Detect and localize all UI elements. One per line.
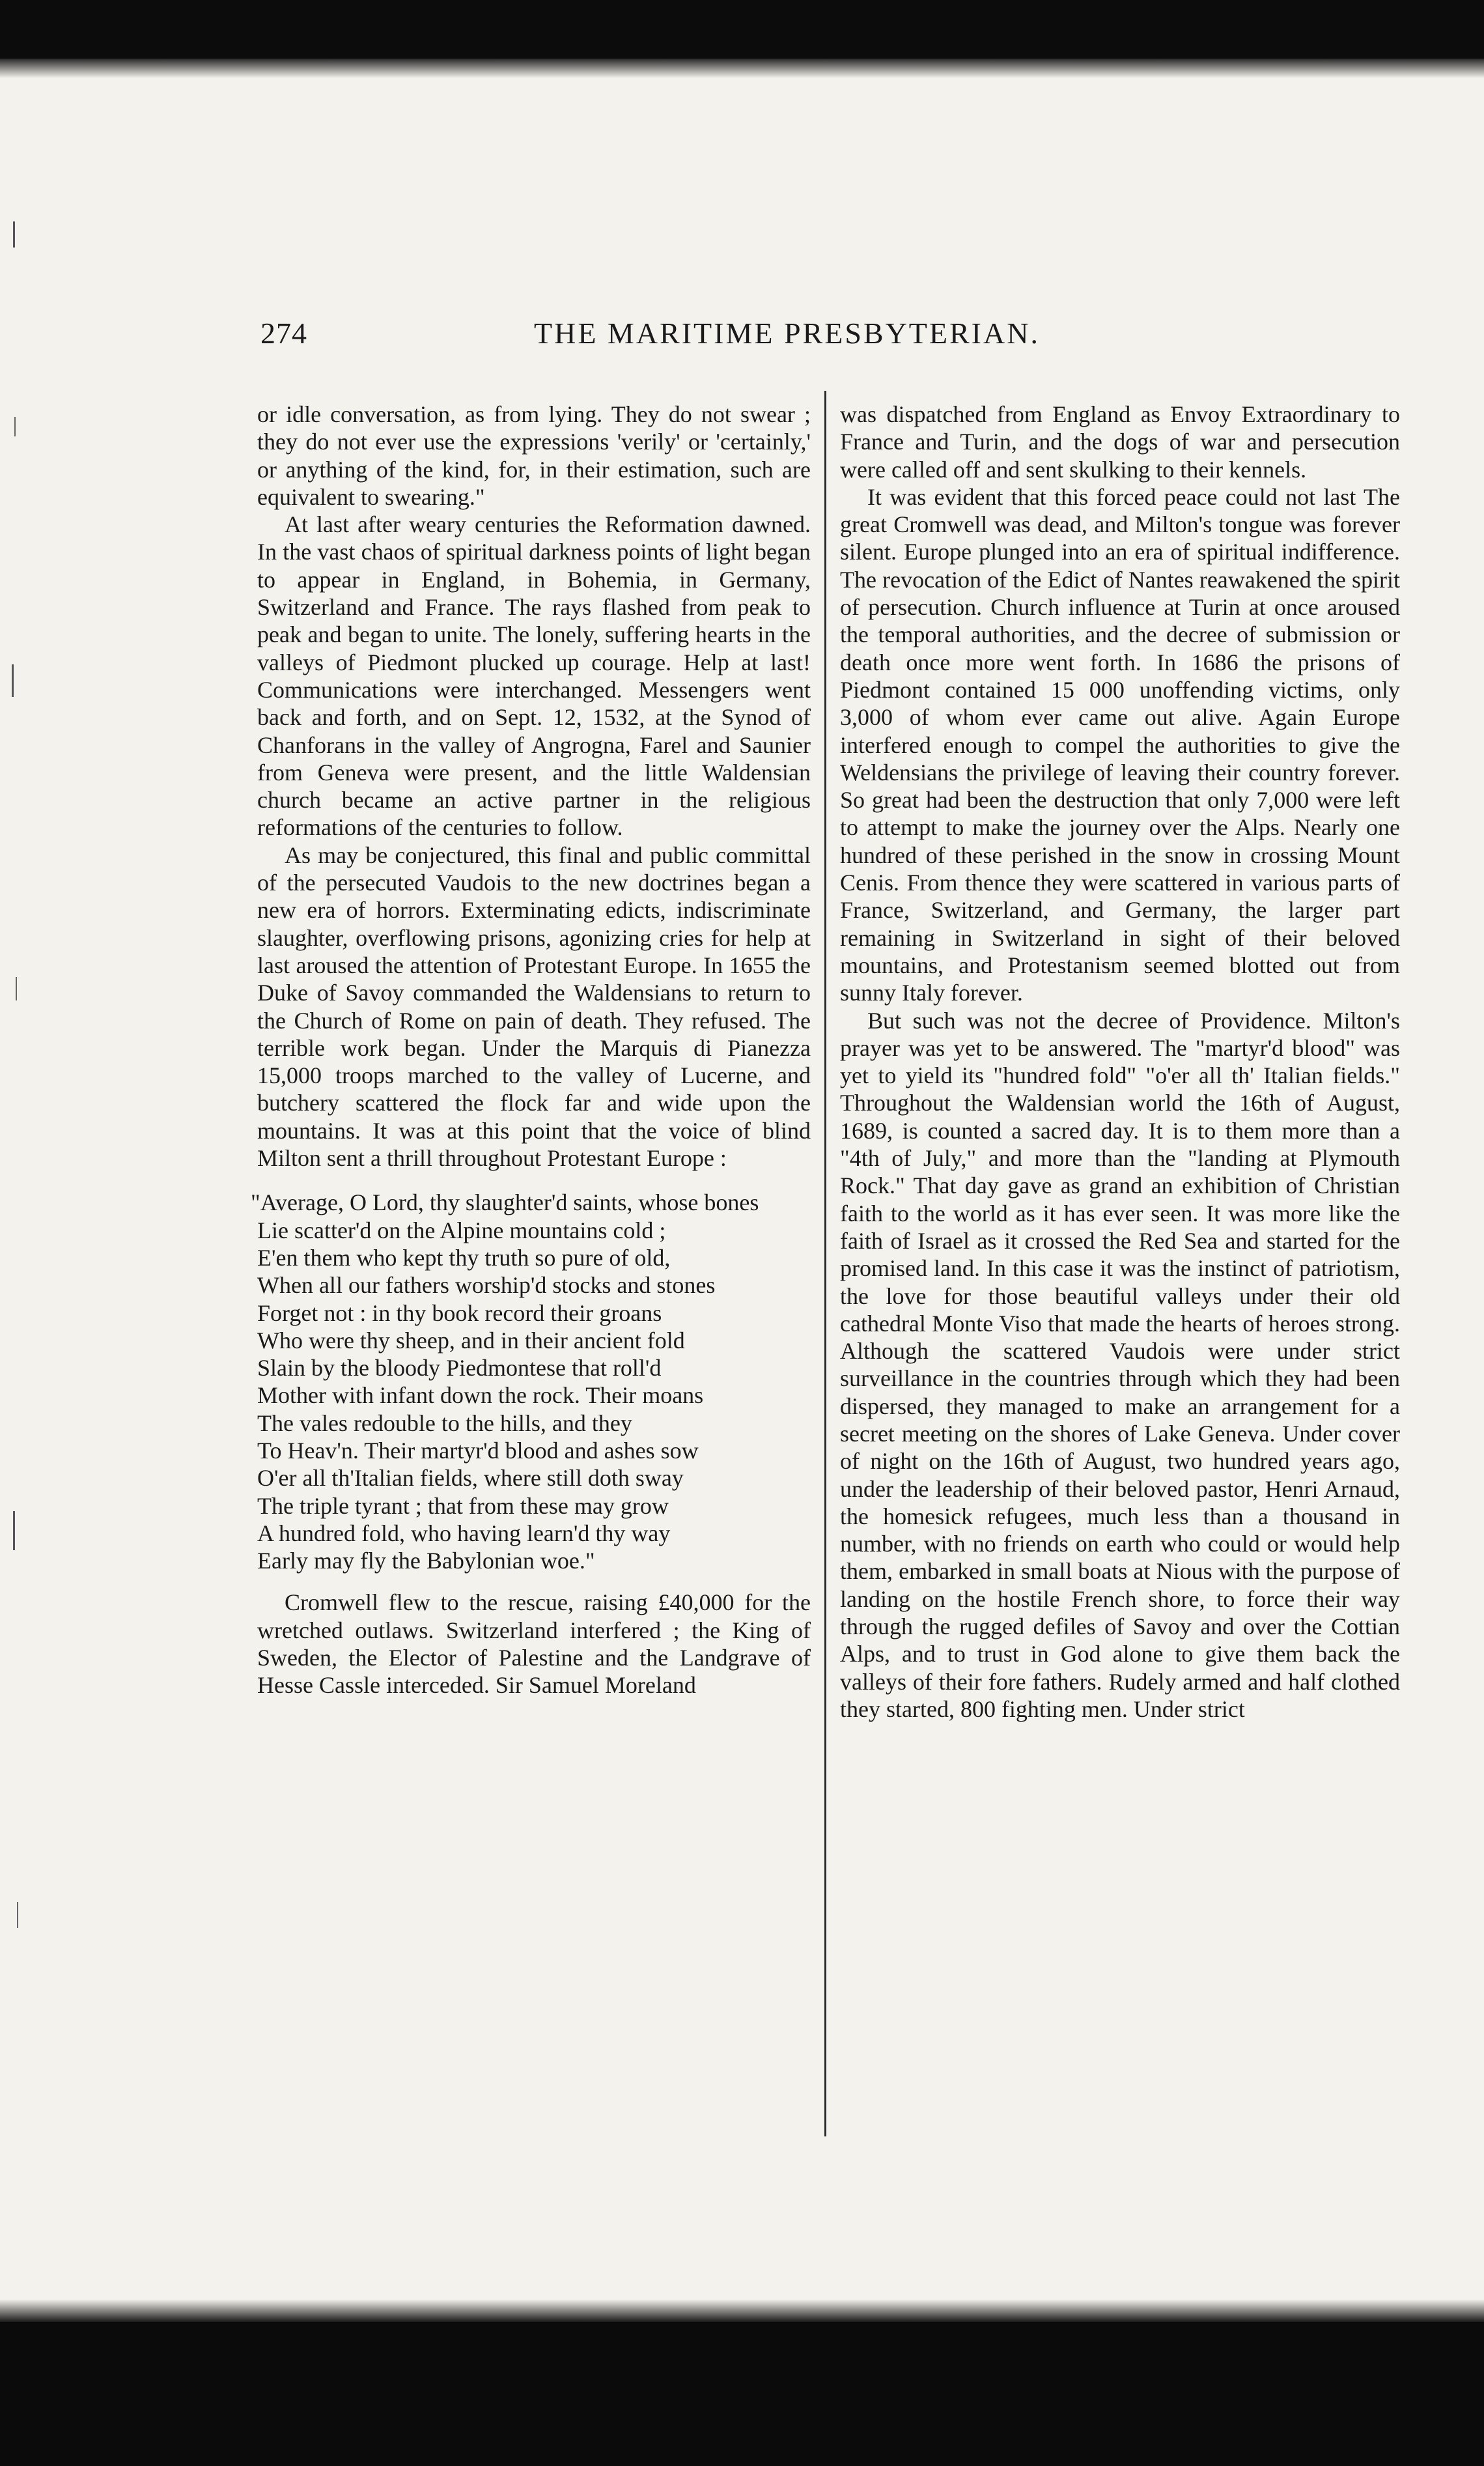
poem-line: Slain by the bloody Piedmontese that roll'd (257, 1355, 662, 1382)
scan-top-border (0, 0, 1484, 59)
page-number: 274 (260, 317, 307, 350)
scan-top-shadow (0, 59, 1484, 78)
running-title: THE MARITIME PRESBYTERIAN. (534, 317, 1040, 350)
paragraph: At last after weary centuries the Reformation dawned. In the vast chaos of spiritual darkness points of light began to appear in England, in Bohemia, in Germany, Switzerland and France. The rays flashed from peak to peak and began to unite. The lonely, suffering hearts in the valleys of Piedmont plucked up courage. Help at last! Communications were interchanged. Messengers went back and forth, and on Sept. 12, 1532, at the Synod of Chanforans in the valley of Angrogna, Farel and Saunier from Geneva were present, and the little Waldensian church became an active partner in the religious reformations of the centuries to follow. (257, 511, 811, 841)
milton-sonnet (251, 1189, 811, 1574)
paragraph: But such was not the decree of Providence. Milton's prayer was yet to be answered. The "martyr'd blood" was yet to yield its "hundred fold" "o'er all th' Italian fields." Throughout the Waldensian world the 16th of August, 1689, is counted a sacred day. It is to them more than a "4th of July," and more than the "landing at Plymouth Rock." That day gave as grand an exhibition of Christian faith to the world as it has ever seen. It was more like the faith of Israel as it crossed the Red Sea and started for the promised land. In this case it was the instinct of patriotism, the love for those beautiful valleys under their old cathedral Monte Viso that made the hearts of heroes strong. Although the scattered Vaudois were under strict surveillance in the countries through which they had been dispersed, they managed to make an arrangement for a secret meeting on the shores of Lake Geneva. Under cover of night on the 16th of August, two hundred years ago, under the leadership of their beloved pastor, Henri Arnaud, the homesick refugees, much less than a thousand in number, with no friends on earth who could or would help them, embarked in small boats at Nious with the purpose of landing on the hostile French shore, to force their way through the rugged defiles of Savoy and over the Cottian Alps, and to trust in God alone to give them back the valleys of their fore fathers. Rudely armed and half clothed they started, 800 fighting men. Under strict (840, 1007, 1400, 1722)
scan-bottom-shadow (0, 2299, 1484, 2322)
left-column (251, 401, 811, 1699)
paragraph: was dispatched from England as Envoy Extraordinary to France and Turin, and the dogs of war and persecution were called off and sent skulking to their kennels. (840, 401, 1400, 483)
column-divider (824, 391, 826, 2136)
poem-line: To Heav'n. Their martyr'd blood and ashes sow (257, 1437, 699, 1464)
paragraph: or idle conversation, as from lying. They do not swear ; they do not ever use the expressions 'verily' or 'certainly,' or anything of the kind, for, in their estimation, such are equivalent to swearing." (257, 401, 811, 510)
poem-line: The triple tyrant ; that from these may grow (257, 1492, 669, 1519)
right-column (840, 401, 1400, 1723)
poem-line: Mother with infant down the rock. Their moans (257, 1382, 704, 1409)
paragraph: Cromwell flew to the rescue, raising £40,000 for the wretched outlaws. Switzerland interfered ; the King of Sweden, the Elector of Palestine and the Landgrave of Hesse Cassle interceded. Sir Samuel Moreland (257, 1589, 811, 1699)
poem-line: O'er all th'Italian fields, where still doth sway (257, 1465, 684, 1492)
poem-line: When all our fathers worship'd stocks and stones (257, 1272, 716, 1299)
poem-line: "Average, O Lord, thy slaughter'd saints, whose bones (251, 1189, 759, 1216)
margin-specks (0, 78, 39, 2319)
poem-line: A hundred fold, who having learn'd thy way (257, 1520, 671, 1546)
poem-line: Lie scatter'd on the Alpine mountains cold ; (257, 1217, 666, 1243)
paragraph: It was evident that this forced peace could not last The great Cromwell was dead, and Milton's tongue was forever silent. Europe plunged into an era of spiritual indifference. The revocation of the Edict of Nantes reawakened the spirit of persecution. Church influence at Turin at once aroused the temporal authorities, and the decree of submission or death once more went forth. In 1686 the prisons of Piedmont contained 15 000 unoffending victims, only 3,000 of whom ever came out alive. Again Europe interfered enough to compel the authorities to give the Weldensians the privilege of leaving their country forever. So great had been the destruction that only 7,000 were left to attempt to make the journey over the Alps. Nearly one hundred of these perished in the snow in crossing Mount Cenis. From thence they were scattered in various parts of France, Switzerland, and Germany, the larger part remaining in Switzerland in sight of their beloved mountains, and Protestanism seemed blotted out from sunny Italy forever. (840, 483, 1400, 1006)
page-header (260, 316, 1407, 355)
paragraph: As may be conjectured, this final and public committal of the persecuted Vaudois to the new doctrines began a new era of horrors. Exterminating edicts, indiscriminate slaughter, overflowing prisons, agonizing cries for help at last aroused the attention of Protestant Europe. In 1655 the Duke of Savoy commanded the Waldensians to return to the Church of Rome on pain of death. They refused. The terrible work began. Under the Marquis di Pianezza 15,000 troops marched to the valley of Lucerne, and butchery scattered the flock far and wide upon the mountains. It was at this point that the voice of blind Milton sent a thrill throughout Protestant Europe : (257, 842, 811, 1172)
poem-line: E'en them who kept thy truth so pure of old, (257, 1244, 671, 1271)
poem-line: Early may fly the Babylonian woe." (257, 1548, 595, 1574)
poem-line: The vales redouble to the hills, and they (257, 1410, 632, 1436)
poem-line: Forget not : in thy book record their groans (257, 1299, 662, 1326)
poem-line: Who were thy sheep, and in their ancient fold (257, 1327, 685, 1353)
scan-bottom-border (0, 2322, 1484, 2466)
